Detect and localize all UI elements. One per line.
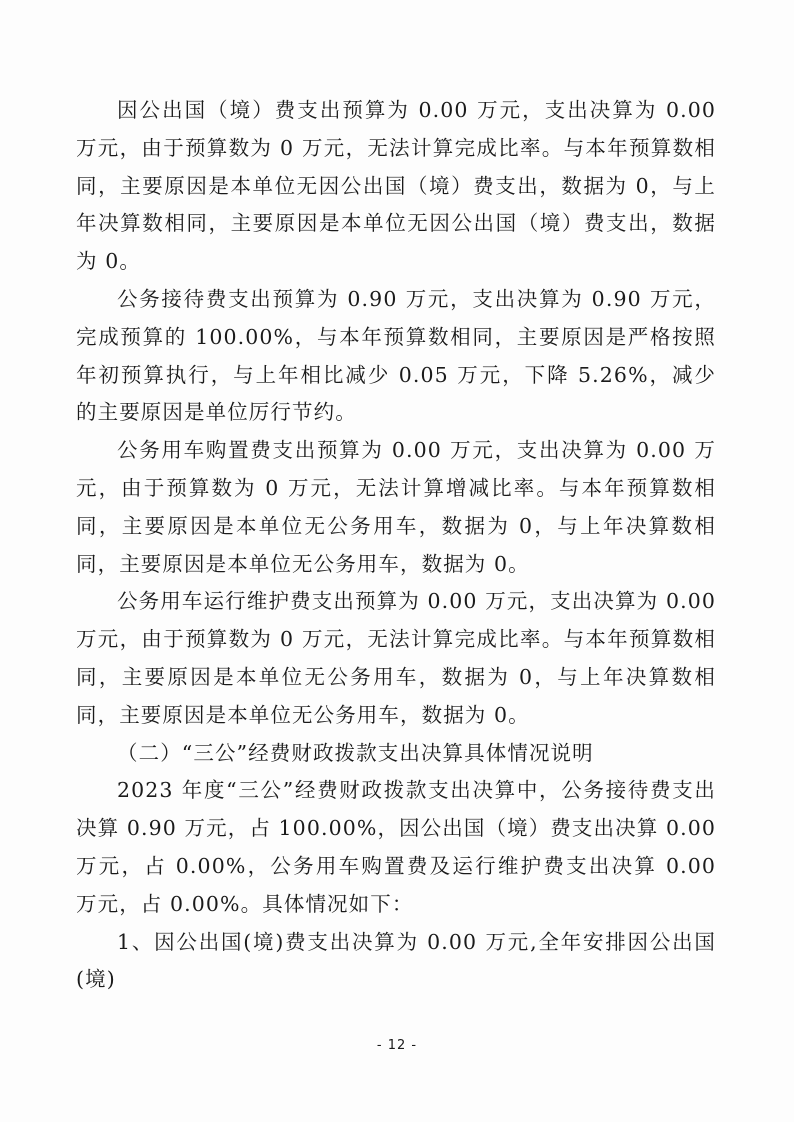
paragraph-vehicle-maintenance: 公务用车运行维护费支出预算为 0.00 万元，支出决算为 0.00 万元，由于预算数为 0 万元，无法计算完成比率。与本年预算数相同，主要原因是本单位无公务用车，数据为 0，与上年决算数相同，主要原因是本单位无公务用车，数据为 0。 [76, 589, 716, 727]
paragraph-item-1: 1、因公出国(境)费支出决算为 0.00 万元,全年安排因公出国(境) [76, 929, 716, 992]
paragraph-vehicle-purchase: 公务用车购置费支出预算为 0.00 万元，支出决算为 0.00 万元，由于预算数为 0 万元，无法计算增减比率。与本年预算数相同，主要原因是本单位无公务用车，数据为 0，与上年决算数相同，主要原因是本单位无公务用车，数据为 0。 [76, 438, 716, 576]
paragraph-overseas-expense: 因公出国（境）费支出预算为 0.00 万元，支出决算为 0.00 万元，由于预算数为 0 万元，无法计算完成比率。与本年预算数相同，主要原因是本单位无因公出国（境）费支出，数据为 0，与上年决算数相同，主要原因是本单位无因公出国（境）费支出，数据为 0。 [76, 98, 716, 274]
section-heading: （二）“三公”经费财政拨款支出决算具体情况说明 [117, 740, 594, 765]
page-number: - 12 - [376, 1038, 418, 1053]
paragraph-summary-2023: 2023 年度“三公”经费财政拨款支出决算中，公务接待费支出决算 0.90 万元，占 100.00%，因公出国（境）费支出决算 0.00 万元，占 0.00%，公务用车购置费及运行维护费支出决算 0.00 万元，占 0.00%。具体情况如下： [76, 778, 716, 916]
paragraph-reception-expense: 公务接待费支出预算为 0.90 万元，支出决算为 0.90 万元，完成预算的 100.00%，与本年预算数相同，主要原因是严格按照年初预算执行，与上年相比减少 0.05 万元，下降 5.26%，减少的主要原因是单位厉行节约。 [76, 286, 716, 425]
body-text [76, 92, 716, 999]
